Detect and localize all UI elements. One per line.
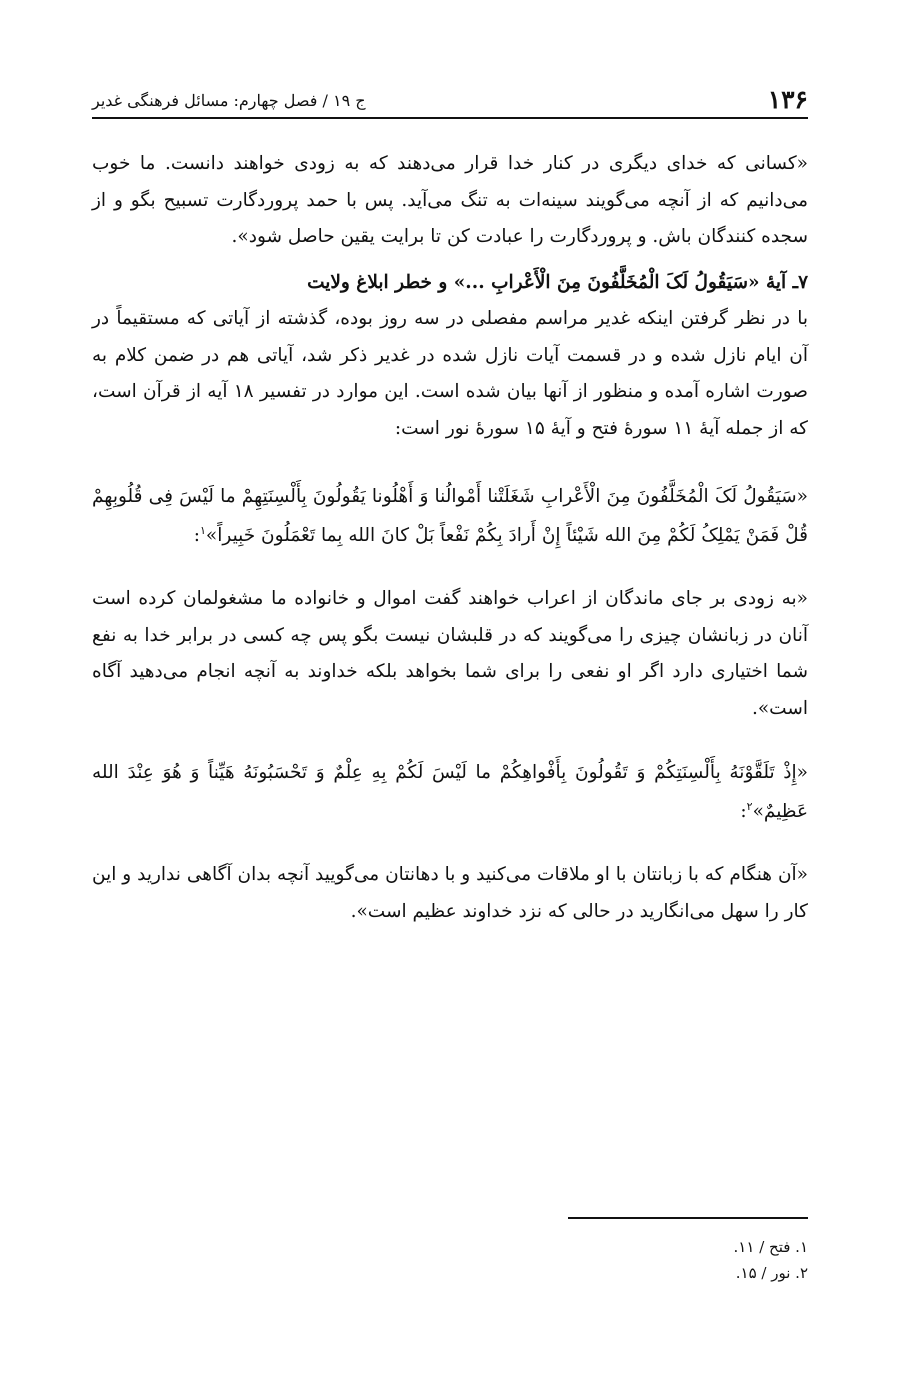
footnote-2: ۲. نور / ۱۵. <box>735 1264 808 1282</box>
section-heading: ۷ـ آیهٔ «سَیَقُولُ لَکَ الْمُخَلَّفُونَ مِنَ الْأَعْرابِ ...» و خطر ابلاغ ولایت <box>307 271 808 293</box>
page-body <box>92 146 808 930</box>
page-number: ۱۳۶ <box>767 85 808 114</box>
page-header <box>92 72 808 112</box>
verse-text-2: «إِذْ تَلَقَّوْنَهُ بِأَلْسِنَتِکُمْ وَ تَقُولُونَ بِأَفْواهِکُمْ ما لَیْسَ لَکُمْ بِهِ عِلْمٌ وَ تَحْسَبُونَهُ هَیِّناً وَ هُوَ عِنْدَ الله عَظِیمٌ» <box>92 762 808 822</box>
running-title: ج ۱۹ / فصل چهارم: مسائل فرهنگی غدیر <box>92 91 366 110</box>
footnote-rule <box>568 1217 808 1219</box>
verse-end-2: : <box>740 801 747 822</box>
paragraph-quote-translation: «کسانی که خدای دیگری در کنار خدا قرار می‌دهند که به زودی خواهند دانست. ما خوب می‌دانیم که از آنچه می‌گویند سینه‌ات به تنگ می‌آید. پس با حمد پروردگارت تسبیح بگو و از سجده کنندگان باش. و پروردگارت را عبادت کن تا برایت یقین حاصل شود». <box>92 153 808 247</box>
verse-end-1: : <box>193 525 200 546</box>
verse-block-2 <box>92 753 808 831</box>
paragraph-intro: با در نظر گرفتن اینکه غدیر مراسم مفصلی در سه روز بوده، گذشته از آیاتی که مستقیماً در آن ایام نازل شده و در قسمت آیات نازل شده در غدیر ذکر شد، آیاتی هم در ضمن کلام به صورت اشاره آمده و منظور از آنها بیان شده است. این موارد در تفسیر ۱۸ آیه از قرآن است، که از جمله آیهٔ ۱۱ سورهٔ فتح و آیهٔ ۱۵ سورهٔ نور است: <box>92 308 808 439</box>
verse-text-1: «سَیَقُولُ لَکَ الْمُخَلَّفُونَ مِنَ الْأَعْرابِ شَغَلَتْنا أَمْوالُنا وَ أَهْلُونا یَقُولُونَ بِأَلْسِنَتِهِمْ ما لَیْسَ فِی قُلُوبِهِمْ قُلْ فَمَنْ یَمْلِکُ لَکُمْ مِنَ الله شَیْئاً إِنْ أَرادَ بِکُمْ نَفْعاً بَلْ کانَ الله بِما تَعْمَلُونَ خَبِیراً» <box>92 486 808 546</box>
paragraph-translation-1: «به زودی بر جای ماندگان از اعراب خواهند گفت اموال و خانواده ما مشغولمان کرده است آنان در زبانشان چیزی را می‌گویند که در قلبشان نیست بگو پس چه کسی در برابر خدا به نفع شما اختیاری دارد اگر او نفعی را برای شما بخواهد بلکه خداوند به آنچه انجام می‌دهید آگاه است». <box>92 588 808 719</box>
footnote-marker-1: ۱ <box>199 523 206 537</box>
verse-block-1 <box>92 477 808 555</box>
book-page <box>92 0 808 1390</box>
paragraph-translation-2: «آن هنگام که با زبانتان با او ملاقات می‌کنید و با دهانتان می‌گویید آنچه بدان آگاهی ندارید و این کار را سهل می‌انگارید در حالی که نزد خداوند عظیم است». <box>92 864 808 922</box>
footnotes <box>408 1234 808 1286</box>
footnote-marker-2: ۲ <box>746 799 753 813</box>
footnote-1: ۱. فتح / ۱۱. <box>733 1238 808 1256</box>
header-rule <box>92 117 808 119</box>
